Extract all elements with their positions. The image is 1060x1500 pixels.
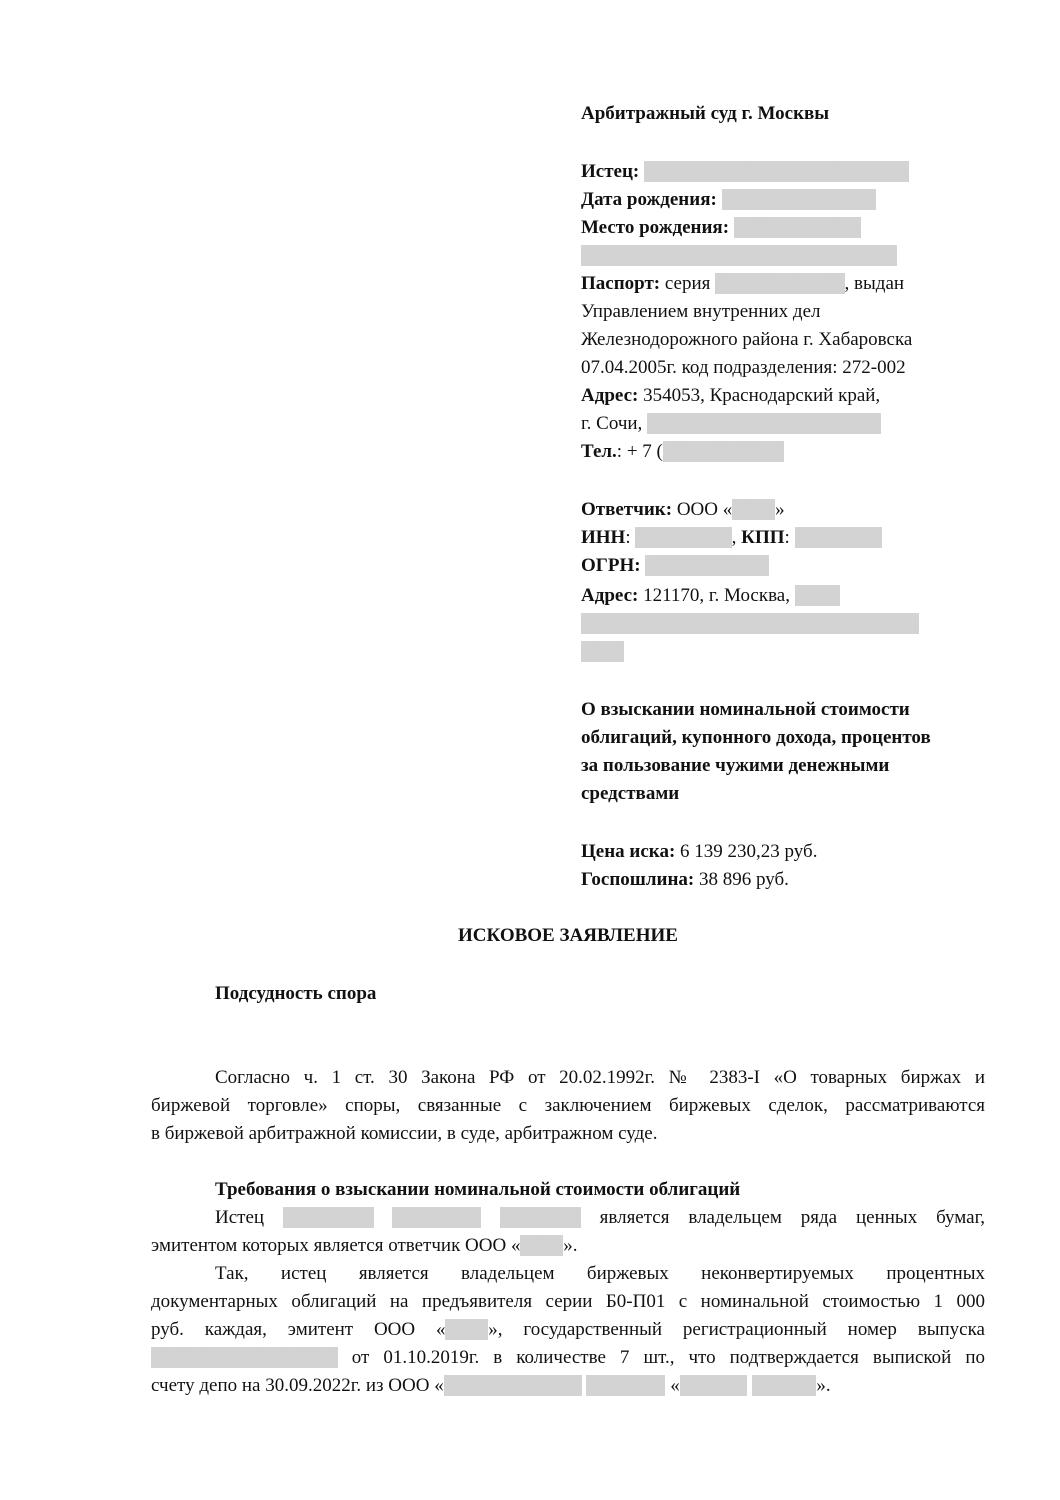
p3-broker-redacted-2: компания (587, 1375, 665, 1396)
dob-label: Дата рождения: (581, 189, 717, 210)
defendant-address-value: 121170, г. Москва, (643, 585, 790, 606)
passport-issued: , выдан (844, 273, 905, 294)
p2-line-2-start: эмитентом которых является ответчик ООО « (151, 1235, 521, 1256)
paragraph-1-line-3: в биржевой арбитражной комиссии, в суде, арбитражном суде. (151, 1123, 658, 1144)
section-heading-claims: Требования о взыскании номинальной стоимости облигаций (215, 1179, 741, 1200)
address-label: Адрес: (581, 385, 639, 406)
subject-line-1: О взыскании номинальной стоимости (581, 699, 910, 720)
passport-line-2: Управлением внутренних дел (581, 301, 821, 322)
plaintiff-label: Истец: (581, 161, 640, 182)
court-name: Арбитражный суд г. Москвы (581, 103, 830, 124)
kpp-sep: , (731, 527, 737, 548)
p3-reg-number-redacted: 4В02-01-00360-R-001P (152, 1347, 337, 1368)
section-heading-jurisdiction: Подсудность спора (215, 983, 377, 1004)
defendant-org-suffix: » (775, 499, 785, 520)
address-street-redacted: ул. Крымская, д. 25 А, кв. 40 (648, 413, 880, 434)
defendant-address-line (581, 582, 840, 609)
defendant-address-line-2 (581, 610, 919, 637)
p3-broker-redacted-4: Финанс (752, 1375, 816, 1396)
inn-value-redacted: 5050116514 (636, 527, 731, 548)
duty-label: Госпошлина: (581, 869, 695, 890)
inn-label: ИНН (581, 527, 626, 548)
paragraph-1-line-1: Согласно ч. 1 ст. 30 Закона РФ от 20.02.1992г. № 2383-I «О товарных биржах и (215, 1067, 985, 1088)
p3-line-3-start: руб. каждая, эмитент ООО « (151, 1319, 446, 1340)
claim-price-label: Цена иска: (581, 841, 676, 862)
paragraph-3-line-5 (151, 1372, 831, 1399)
p2-name-redacted-3: Павлович (501, 1207, 580, 1228)
passport-line-4: 07.04.2005г. код подразделения: 272-002 (581, 357, 906, 378)
pob-line-2 (581, 242, 897, 269)
address-line-2 (581, 410, 881, 437)
p2-line-1-rest: является владельцем ряда ценных бумаг, (599, 1207, 986, 1228)
claim-price-value: 6 139 230,23 руб. (680, 841, 818, 862)
p2-line-2-end: ». (563, 1235, 578, 1256)
subject-line-2: облигаций, купонного дохода, процентов (581, 727, 931, 748)
plaintiff-name-redacted: Бородихин Александр Павлович (645, 161, 909, 182)
passport-series-word: серия (664, 273, 711, 294)
claim-price-line (581, 838, 817, 865)
subject-line-3: за пользование чужими денежными (581, 755, 890, 776)
document-title: ИСКОВОЕ ЗАЯВЛЕНИЕ (458, 925, 678, 946)
inn-colon: : (625, 527, 631, 548)
duty-line (581, 866, 789, 893)
ogrn-value-redacted: 1155050001149 (646, 555, 769, 576)
paragraph-2-line-2 (151, 1232, 578, 1259)
phone-label: Тел. (581, 441, 617, 462)
defendant-org-prefix: ООО « (676, 499, 733, 520)
p2-plaintiff-word: Истец (215, 1207, 265, 1228)
paragraph-3-line-3 (151, 1316, 985, 1343)
address-value: 354053, Краснодарский край, (643, 385, 881, 406)
p3-line-3-end: », государственный регистрационный номер выпуска (488, 1319, 985, 1340)
p3-org-redacted: Эбис (446, 1319, 488, 1340)
p3-line-5-mid: « (670, 1375, 680, 1396)
dob-value-redacted: 05 марта 1960 года (722, 189, 875, 210)
address-city: г. Сочи, (581, 413, 643, 434)
p3-broker-redacted-3: Фридом (680, 1375, 747, 1396)
p3-broker-redacted-1: Инвестиционная (444, 1375, 581, 1396)
phone-line (581, 438, 784, 465)
p3-line-5-start: счету депо на 30.09.2022г. из ООО « (151, 1375, 444, 1396)
inn-kpp-line (581, 524, 882, 551)
kpp-label: КПП (741, 527, 785, 548)
subject-line-4: средствами (581, 783, 680, 804)
defendant-org-redacted: Эбис (733, 499, 775, 520)
passport-line (581, 270, 904, 297)
paragraph-1-line-2: биржевой торговле» споры, связанные с заключением биржевых сделок, рассматриваются (151, 1095, 985, 1116)
pob-line (581, 214, 861, 241)
paragraph-3-line-2: документарных облигаций на предъявителя серии Б0-П01 с номинальной стоимостью 1 000 (151, 1291, 985, 1312)
ogrn-label: ОГРН: (581, 555, 641, 576)
passport-number-redacted: 08 04 № 434633 (716, 273, 844, 294)
p2-name-redacted-1: Бородихин (283, 1207, 373, 1228)
passport-label: Паспорт: (581, 273, 661, 294)
defendant-address-line-3 (581, 638, 624, 665)
kpp-colon: : (784, 527, 790, 548)
defendant-address-redacted-3: оф. 5 (582, 641, 623, 662)
p2-org-redacted: Эбис (521, 1235, 563, 1256)
plaintiff-line (581, 158, 909, 185)
pob-value-redacted-1: с. Большие Уки (734, 217, 861, 238)
address-line (581, 382, 880, 409)
defendant-line (581, 496, 785, 523)
defendant-address-redacted-2: Кутузовский, д. 36, стр. 7, э 1, пом. I, к. 9, (582, 613, 918, 634)
phone-number-redacted: 988) 158-67-45 (663, 441, 783, 462)
defendant-address-redacted-1: пр-кт (795, 585, 840, 606)
ogrn-line (581, 552, 769, 579)
passport-line-3: Железнодорожного района г. Хабаровска (581, 329, 913, 350)
defendant-address-label: Адрес: (581, 585, 639, 606)
dob-line (581, 186, 876, 213)
pob-label: Место рождения: (581, 217, 730, 238)
paragraph-3-line-1: Так, истец является владельцем биржевых неконвертируемых процентных (215, 1263, 985, 1284)
defendant-label: Ответчик: (581, 499, 673, 520)
p2-name-redacted-2: Александр (393, 1207, 481, 1228)
duty-value: 38 896 руб. (698, 869, 789, 890)
kpp-value-redacted: 773001001 (795, 527, 882, 548)
pob-value-redacted-2: Большеуковского р-на Омской области (582, 245, 897, 266)
paragraph-2-line-1 (215, 1204, 985, 1231)
paragraph-3-line-4 (151, 1344, 985, 1371)
p3-line-5-end: ». (816, 1375, 831, 1396)
phone-prefix: : + 7 ( (616, 441, 663, 462)
p3-line-4-rest: от 01.10.2019г. в количестве 7 шт., что подтверждается выпиской по (351, 1347, 986, 1368)
